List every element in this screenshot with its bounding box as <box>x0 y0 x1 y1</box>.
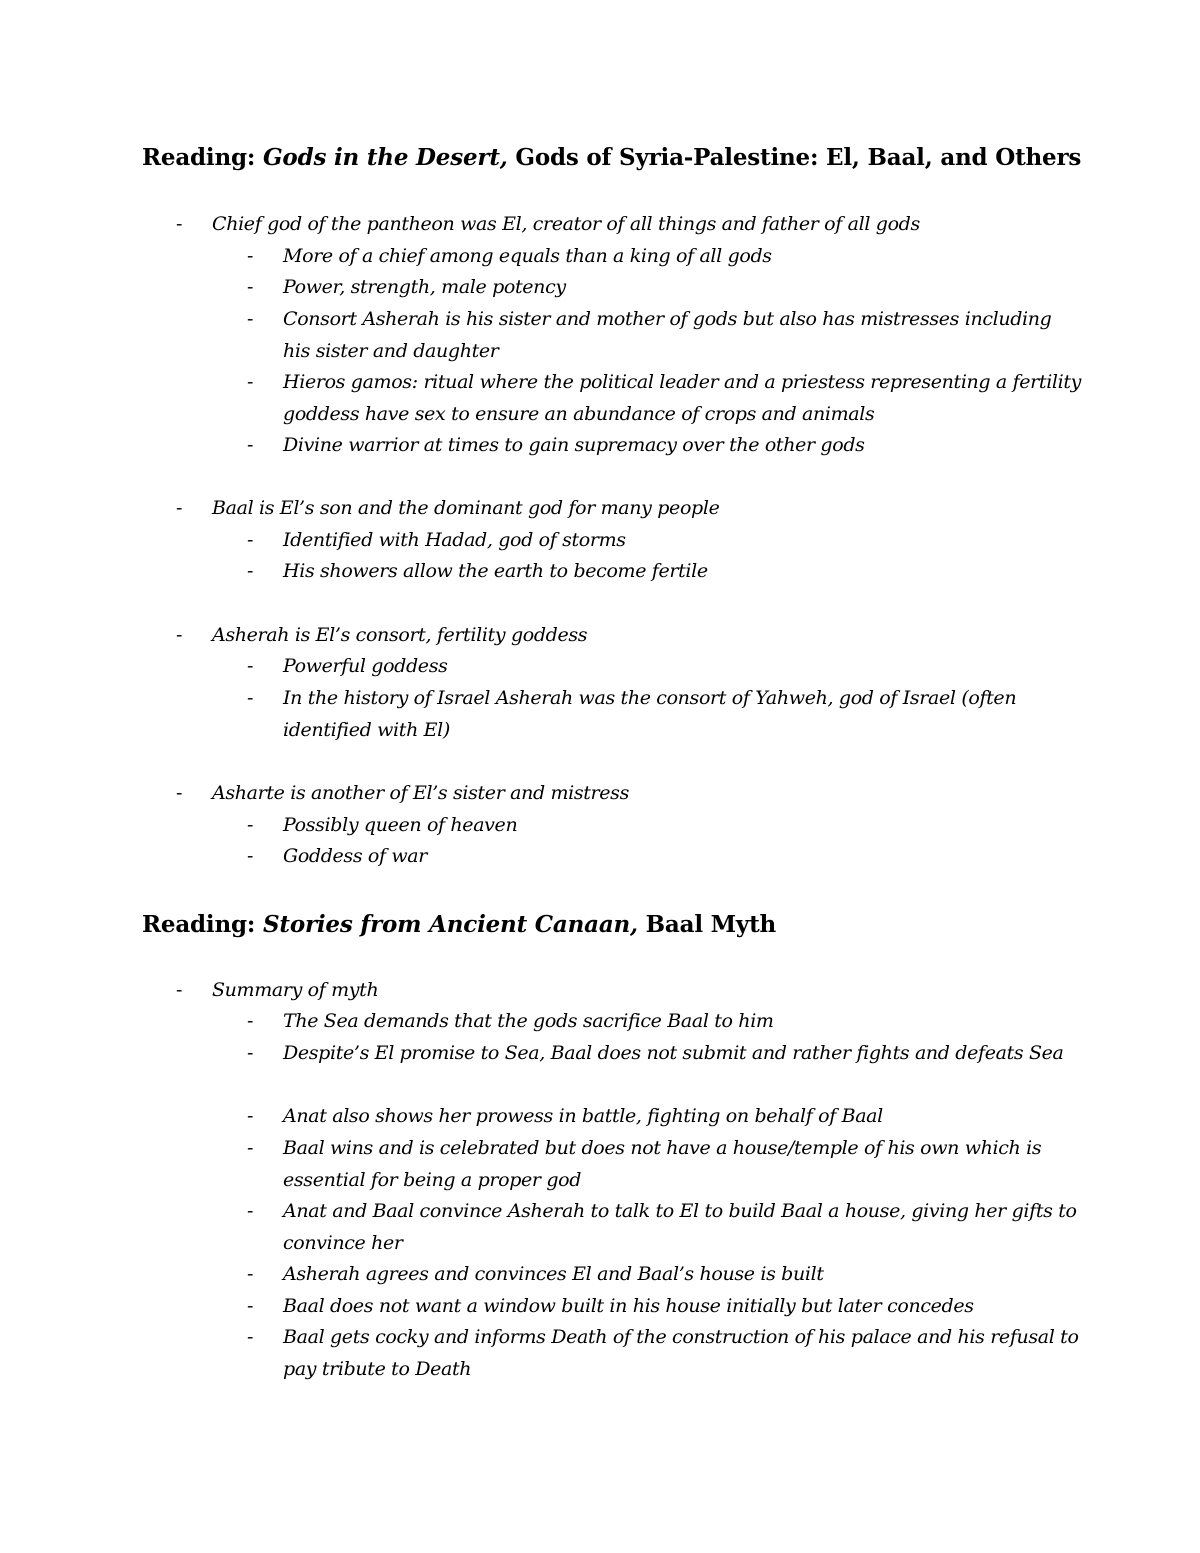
dash-marker: - <box>176 213 183 235</box>
dash-marker: - <box>176 782 183 804</box>
sub-bullet-item <box>247 1133 1083 1196</box>
dash-marker: - <box>247 814 254 836</box>
heading-book-title: Stories from Ancient Canaan, <box>262 911 638 938</box>
dash-marker: - <box>247 371 254 393</box>
sub-bullet-item <box>247 841 1083 873</box>
bullet-text: Asherah is El’s consort, fertility goddess <box>212 624 588 646</box>
dash-marker: - <box>247 845 254 867</box>
sub-bullet-text: Anat also shows her prowess in battle, fighting on behalf of Baal <box>283 1105 883 1127</box>
sub-bullet-text: Despite’s El promise to Sea, Baal does not submit and rather fights and defeats Sea <box>283 1042 1064 1064</box>
dash-marker: - <box>247 1263 254 1285</box>
heading-chapter-title: Gods of Syria-Palestine: El, Baal, and Others <box>507 144 1082 171</box>
sub-bullet-text: Anat and Baal convince Asherah to talk to El to build Baal a house, giving her gifts to convince her <box>283 1200 1077 1254</box>
dash-marker: - <box>247 276 254 298</box>
sub-bullet-text: Divine warrior at times to gain supremacy over the other gods <box>283 434 865 456</box>
section-heading-gods-of-syria-palestine <box>142 143 1081 173</box>
sub-bullet-item <box>247 1101 1083 1133</box>
dash-marker: - <box>247 1295 254 1317</box>
sub-bullet-item <box>247 525 1083 557</box>
dash-marker: - <box>176 979 183 1001</box>
sub-bullet-text: Powerful goddess <box>283 655 448 677</box>
bullet-text: Summary of myth <box>212 979 379 1001</box>
sub-bullet-text: Baal wins and is celebrated but does not have a house/temple of his own which is essential for being a proper god <box>283 1137 1042 1191</box>
sub-bullet-text: Asherah agrees and convinces El and Baal’s house is built <box>283 1263 824 1285</box>
bullet-text: Baal is El’s son and the dominant god for many people <box>212 497 720 519</box>
sub-bullet-item <box>247 1291 1083 1323</box>
sub-bullet-text: Possibly queen of heaven <box>283 814 518 836</box>
bullet-item <box>176 620 1092 652</box>
section-heading-baal-myth <box>142 910 776 940</box>
sub-bullet-item <box>247 651 1083 683</box>
sub-bullet-item <box>247 367 1083 430</box>
bullet-item <box>176 778 1092 810</box>
sub-bullet-item <box>247 1322 1083 1385</box>
sub-bullet-item <box>247 683 1083 746</box>
sub-bullet-item <box>247 1038 1083 1070</box>
dash-marker: - <box>247 1326 254 1348</box>
dash-marker: - <box>176 624 183 646</box>
heading-chapter-title: Baal Myth <box>637 911 777 938</box>
dash-marker: - <box>247 245 254 267</box>
sub-bullet-text: In the history of Israel Asherah was the consort of Yahweh, god of Israel (often identified with El) <box>283 687 1017 741</box>
dash-marker: - <box>247 434 254 456</box>
sub-bullet-item <box>247 1196 1083 1259</box>
sub-bullet-text: The Sea demands that the gods sacrifice Baal to him <box>283 1010 774 1032</box>
heading-prefix: Reading: <box>142 911 263 938</box>
dash-marker: - <box>247 560 254 582</box>
dash-marker: - <box>247 1042 254 1064</box>
sub-bullet-item <box>247 241 1083 273</box>
bullet-text: Chief god of the pantheon was El, creator of all things and father of all gods <box>212 213 920 235</box>
bullet-item <box>176 975 1092 1007</box>
sub-bullet-text: Hieros gamos: ritual where the political leader and a priestess representing a fertility goddess have sex to ensure an abundance of crops and animals <box>283 371 1082 425</box>
bullet-item <box>176 493 1092 525</box>
dash-marker: - <box>176 497 183 519</box>
bullet-item <box>176 209 1092 241</box>
sub-bullet-text: Baal gets cocky and informs Death of the construction of his palace and his refusal to pay tribute to Death <box>283 1326 1079 1380</box>
sub-bullet-text: His showers allow the earth to become fertile <box>283 560 708 582</box>
dash-marker: - <box>247 529 254 551</box>
sub-bullet-text: Identified with Hadad, god of storms <box>283 529 626 551</box>
dash-marker: - <box>247 1010 254 1032</box>
heading-book-title: Gods in the Desert, <box>262 144 508 171</box>
sub-bullet-text: Power, strength, male potency <box>283 276 566 298</box>
sub-bullet-item <box>247 304 1083 367</box>
dash-marker: - <box>247 1105 254 1127</box>
sub-bullet-text: Consort Asherah is his sister and mother of gods but also has mistresses including his sister and daughter <box>283 308 1052 362</box>
sub-bullet-item <box>247 810 1083 842</box>
sub-bullet-item <box>247 556 1083 588</box>
bullet-text: Asharte is another of El’s sister and mistress <box>212 782 629 804</box>
sub-bullet-item <box>247 1006 1083 1038</box>
sub-bullet-item <box>247 430 1083 462</box>
dash-marker: - <box>247 687 254 709</box>
sub-bullet-item <box>247 272 1083 304</box>
dash-marker: - <box>247 1200 254 1222</box>
sub-bullet-text: Baal does not want a window built in his house initially but later concedes <box>283 1295 974 1317</box>
heading-prefix: Reading: <box>142 144 263 171</box>
sub-bullet-text: More of a chief among equals than a king of all gods <box>283 245 772 267</box>
sub-bullet-text: Goddess of war <box>283 845 428 867</box>
sub-bullet-item <box>247 1259 1083 1291</box>
dash-marker: - <box>247 308 254 330</box>
dash-marker: - <box>247 655 254 677</box>
dash-marker: - <box>247 1137 254 1159</box>
